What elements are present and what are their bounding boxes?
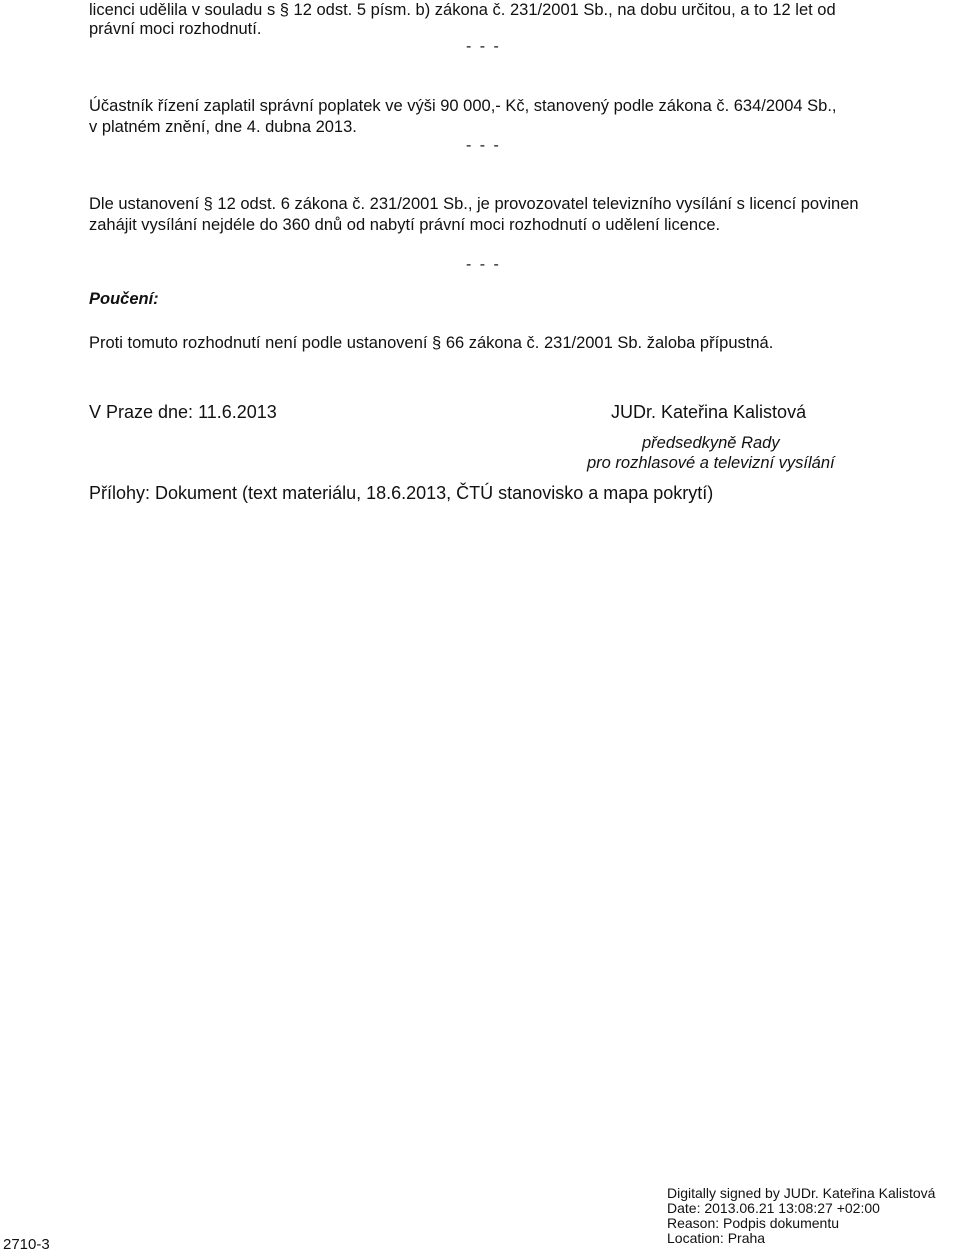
signatory-title-body: pro rozhlasové a televizní vysílání — [587, 454, 835, 472]
intro-line-1: licenci udělila v souladu s § 12 odst. 5 písm. b) zákona č. 231/2001 Sb., na dobu určitou, a to 12 let od — [89, 1, 836, 19]
page-code: 2710-3 — [3, 1236, 50, 1253]
instruction-heading: Poučení: — [89, 290, 159, 308]
attachments-line: Přílohy: Dokument (text materiálu, 18.6.2013, ČTÚ stanovisko a mapa pokrytí) — [89, 483, 714, 503]
intro-line-2: právní moci rozhodnutí. — [89, 20, 262, 38]
place-date: V Praze dne: 11.6.2013 — [89, 402, 277, 422]
signatory-name: JUDr. Kateřina Kalistová — [611, 402, 807, 422]
obligation-line-2: zahájit vysílání nejdéle do 360 dnů od nabytí právní moci rozhodnutí o udělení licence. — [89, 216, 721, 234]
section-separator: - - - — [466, 256, 501, 273]
section-separator: - - - — [466, 137, 501, 154]
fee-line-2: v platném znění, dne 4. dubna 2013. — [89, 118, 357, 136]
signatory-title: předsedkyně Rady — [642, 434, 780, 452]
instruction-text: Proti tomuto rozhodnutí není podle ustanovení § 66 zákona č. 231/2001 Sb. žaloba přípustná. — [89, 334, 774, 352]
digital-signature-location: Location: Praha — [667, 1230, 766, 1246]
obligation-line-1: Dle ustanovení § 12 odst. 6 zákona č. 231/2001 Sb., je provozovatel televizního vysílání s licencí povinen — [89, 195, 859, 213]
digital-signature-reason: Reason: Podpis dokumentu — [667, 1215, 839, 1231]
digital-signature-signed-by: Digitally signed by JUDr. Kateřina Kalistová — [667, 1185, 936, 1201]
section-separator: - - - — [466, 38, 501, 55]
digital-signature-date: Date: 2013.06.21 13:08:27 +02:00 — [667, 1200, 880, 1216]
fee-line-1: Účastník řízení zaplatil správní poplatek ve výši 90 000,- Kč, stanovený podle zákona č. 634/2004 Sb., — [89, 97, 837, 115]
